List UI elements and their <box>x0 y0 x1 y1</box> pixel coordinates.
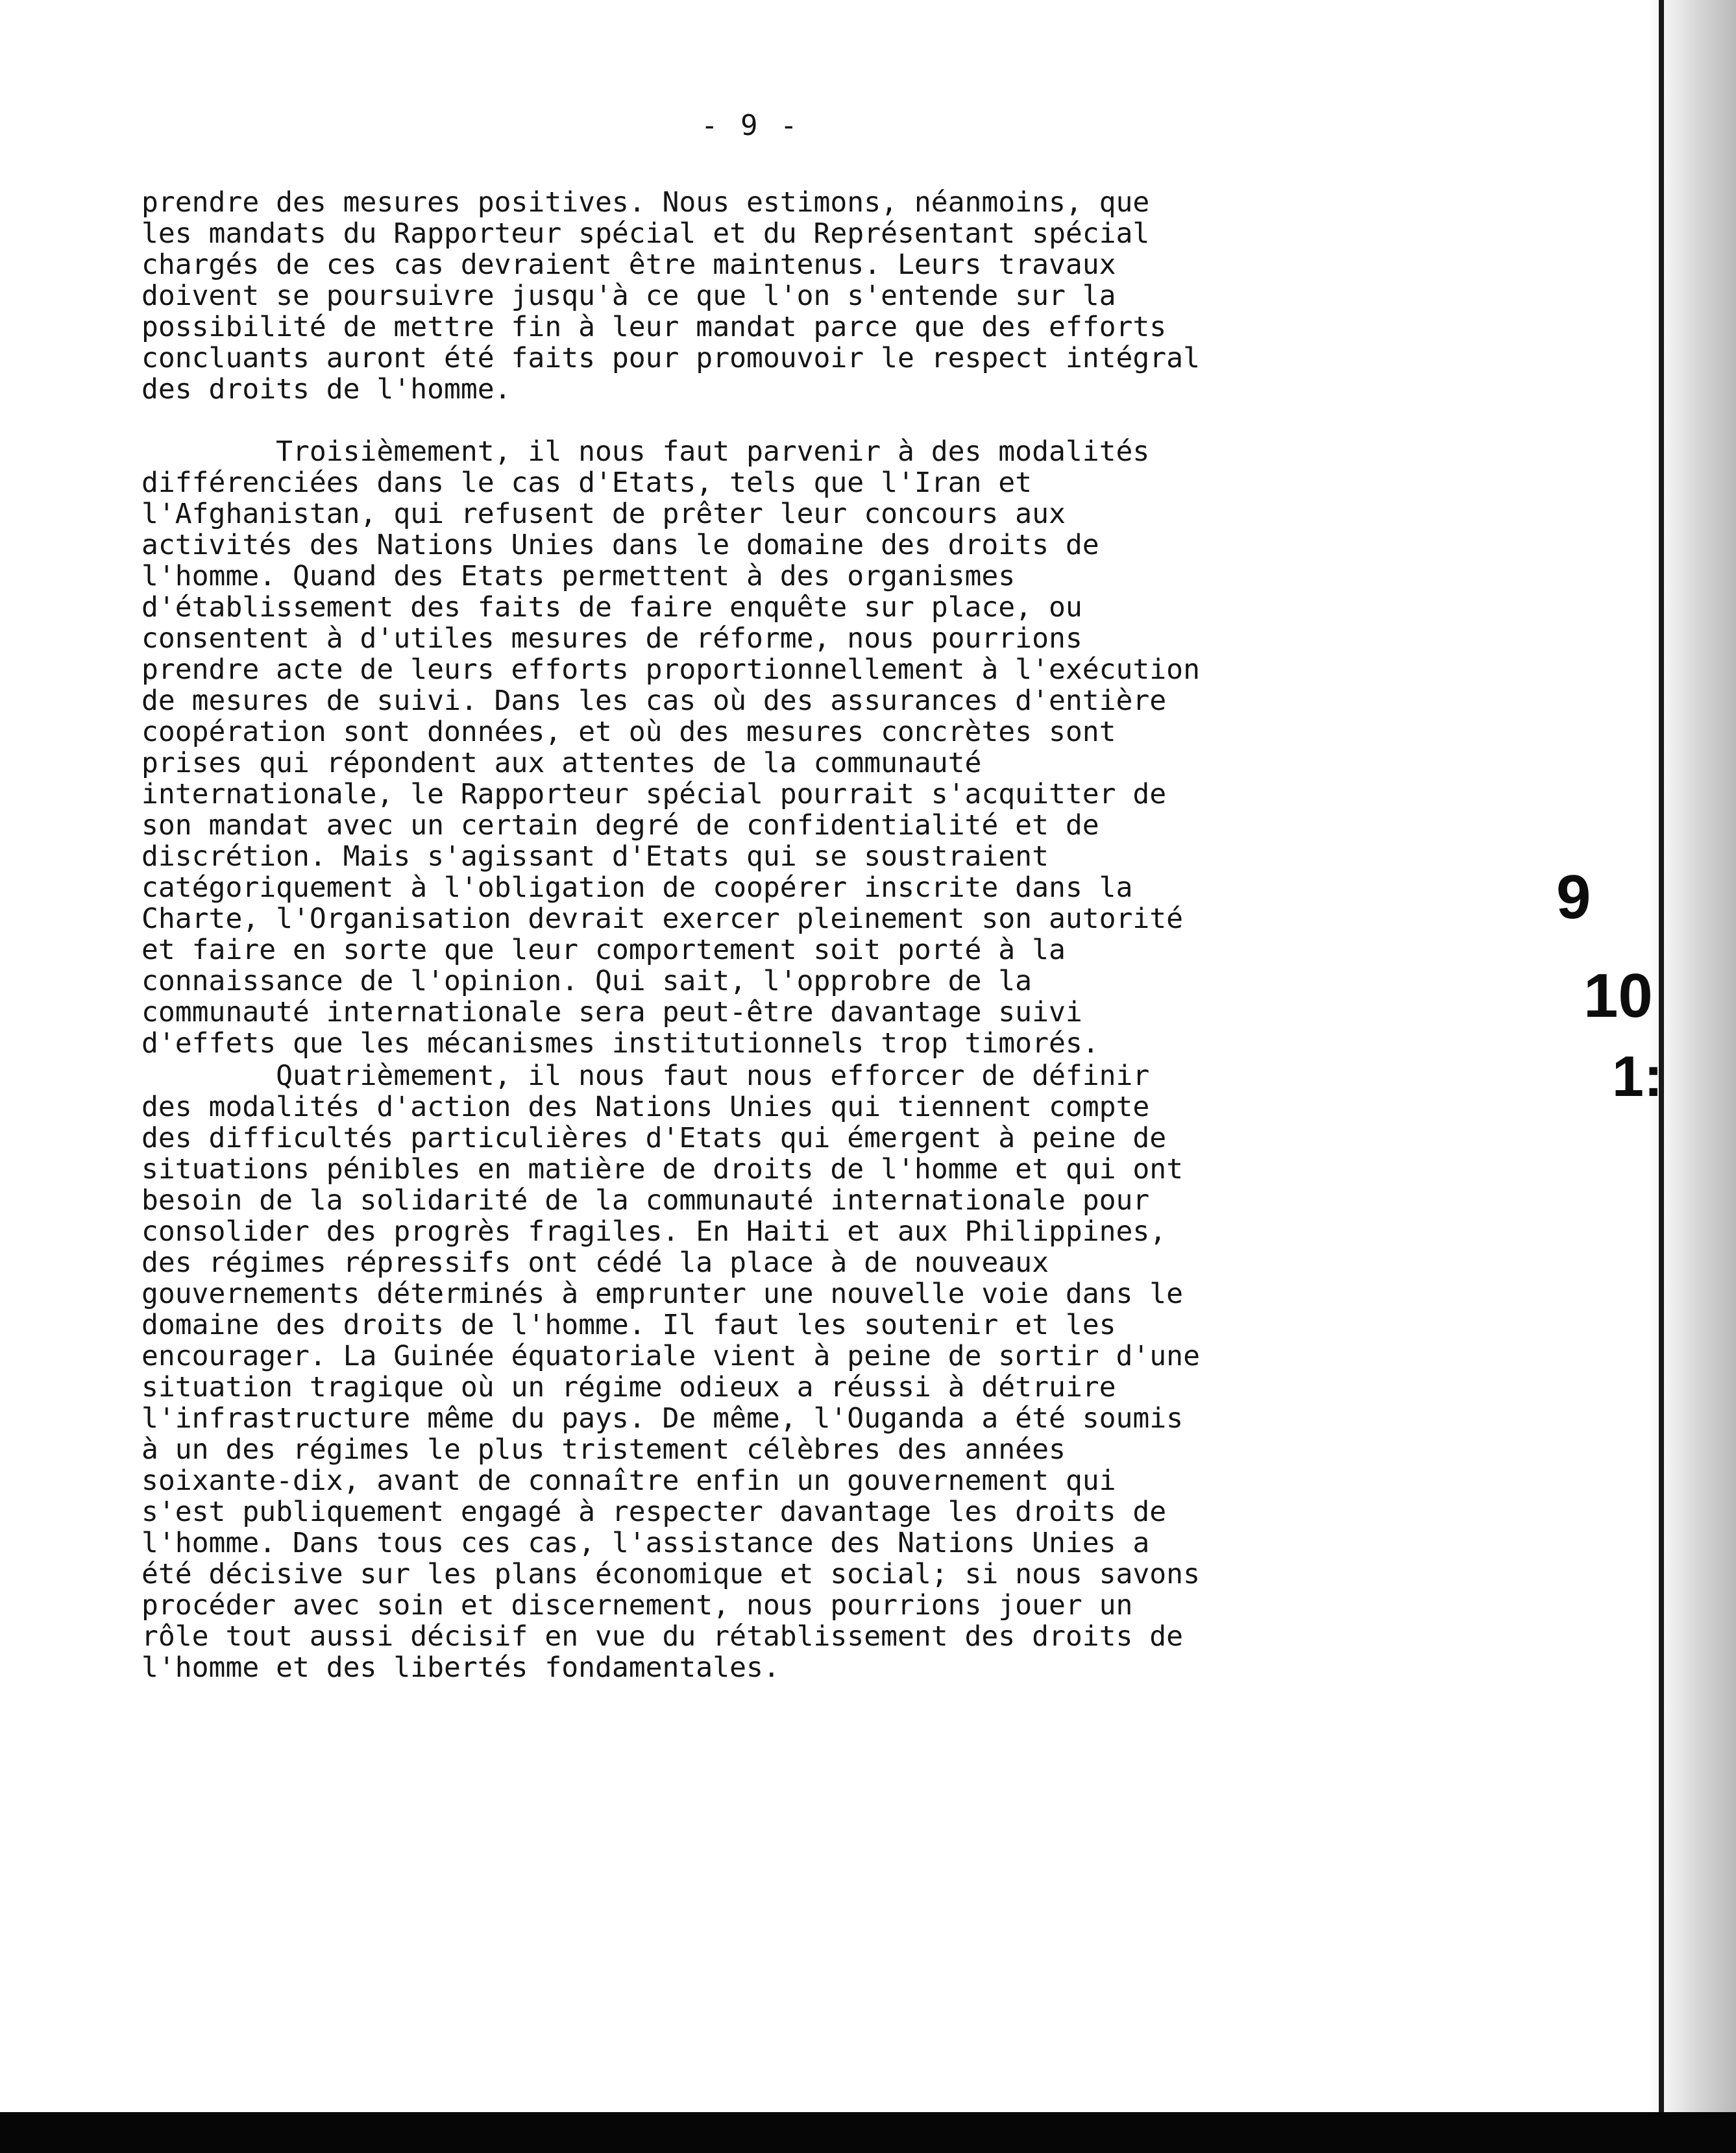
text-line: prendre des mesures positives. Nous estimons, néanmoins, que <box>141 186 1150 219</box>
text-line: possibilité de mettre fin à leur mandat parce que des efforts <box>141 311 1167 343</box>
text-line: activités des Nations Unies dans le domaine des droits de <box>141 529 1099 561</box>
text-line: internationale, le Rapporteur spécial pourrait s'acquitter de <box>141 778 1167 810</box>
text-line: encourager. La Guinée équatoriale vient à peine de sortir d'une <box>141 1340 1200 1372</box>
text-line: prendre acte de leurs efforts proportionnellement à l'exécution <box>141 653 1200 686</box>
text-line: l'homme et des libertés fondamentales. <box>141 1651 780 1684</box>
text-line: prises qui répondent aux attentes de la communauté <box>141 747 982 779</box>
text-line: coopération sont données, et où des mesures concrètes sont <box>141 716 1116 748</box>
text-line: des modalités d'action des Nations Unies qui tiennent compte <box>141 1091 1150 1123</box>
text-line: son mandat avec un certain degré de confidentialité et de <box>141 809 1099 842</box>
text-line: procéder avec soin et discernement, nous pourrions jouer un <box>141 1589 1133 1622</box>
text-line: consolider des progrès fragiles. En Haiti et aux Philippines, <box>141 1215 1167 1248</box>
paragraph-2 <box>141 436 1200 1059</box>
text-line: chargés de ces cas devraient être maintenus. Leurs travaux <box>141 249 1116 281</box>
paragraph-1 <box>141 187 1200 405</box>
text-line: et faire en sorte que leur comportement soit porté à la <box>141 934 1066 966</box>
page-number: - 9 - <box>701 109 800 142</box>
text-line: Troisièmement, il nous faut parvenir à des modalités <box>141 435 1150 468</box>
text-line: d'établissement des faits de faire enquête sur place, ou <box>141 591 1082 624</box>
text-line: situation tragique où un régime odieux a réussi à détruire <box>141 1371 1116 1404</box>
text-line: consentent à d'utiles mesures de réforme, nous pourrions <box>141 622 1082 655</box>
text-line: soixante-dix, avant de connaître enfin un gouvernement qui <box>141 1465 1116 1497</box>
text-line: concluants auront été faits pour promouvoir le respect intégral <box>141 342 1200 374</box>
text-line: communauté internationale sera peut-être davantage suivi <box>141 996 1082 1028</box>
paragraph-3 <box>141 1060 1200 1683</box>
text-line: l'homme. Dans tous ces cas, l'assistance des Nations Unies a <box>141 1527 1150 1559</box>
text-line: doivent se poursuivre jusqu'à ce que l'on s'entende sur la <box>141 280 1116 312</box>
text-line: gouvernements déterminés à emprunter une nouvelle voie dans le <box>141 1278 1184 1310</box>
text-line: Quatrièmement, il nous faut nous efforcer de définir <box>141 1060 1150 1092</box>
text-line: catégoriquement à l'obligation de coopérer inscrite dans la <box>141 871 1133 904</box>
text-line: l'homme. Quand des Etats permettent à des organismes <box>141 560 1016 592</box>
text-line: de mesures de suivi. Dans les cas où des assurances d'entière <box>141 685 1167 717</box>
text-line: besoin de la solidarité de la communauté internationale pour <box>141 1184 1150 1217</box>
text-line: été décisive sur les plans économique et social; si nous savons <box>141 1558 1200 1590</box>
text-line: Charte, l'Organisation devrait exercer pleinement son autorité <box>141 903 1184 935</box>
text-line: des régimes répressifs ont cédé la place à de nouveaux <box>141 1247 1049 1279</box>
text-line: discrétion. Mais s'agissant d'Etats qui se soustraient <box>141 840 1049 873</box>
text-line: connaissance de l'opinion. Qui sait, l'opprobre de la <box>141 965 1033 997</box>
text-line: différenciées dans le cas d'Etats, tels que l'Iran et <box>141 467 1033 499</box>
text-line: domaine des droits de l'homme. Il faut les soutenir et les <box>141 1309 1116 1341</box>
tab-11: 1: <box>1612 1044 1663 1108</box>
tab-9: 9 <box>1556 862 1591 932</box>
text-line: l'Afghanistan, qui refusent de prêter leur concours aux <box>141 498 1066 530</box>
text-line: des droits de l'homme. <box>141 373 511 406</box>
tab-10: 10 <box>1583 961 1653 1030</box>
text-line: l'infrastructure même du pays. De même, l'Ouganda a été soumis <box>141 1402 1184 1435</box>
text-line: situations pénibles en matière de droits de l'homme et qui ont <box>141 1153 1184 1186</box>
scan-bottom-edge <box>0 2112 1736 2153</box>
text-line: d'effets que les mécanismes institutionnels trop timorés. <box>141 1027 1099 1060</box>
text-line: rôle tout aussi décisif en vue du rétablissement des droits de <box>141 1620 1184 1653</box>
text-line: les mandats du Rapporteur spécial et du Représentant spécial <box>141 217 1150 250</box>
text-line: à un des régimes le plus tristement célèbres des années <box>141 1433 1066 1466</box>
text-line: s'est publiquement engagé à respecter davantage les droits de <box>141 1496 1167 1528</box>
text-line: des difficultés particulières d'Etats qui émergent à peine de <box>141 1122 1167 1154</box>
